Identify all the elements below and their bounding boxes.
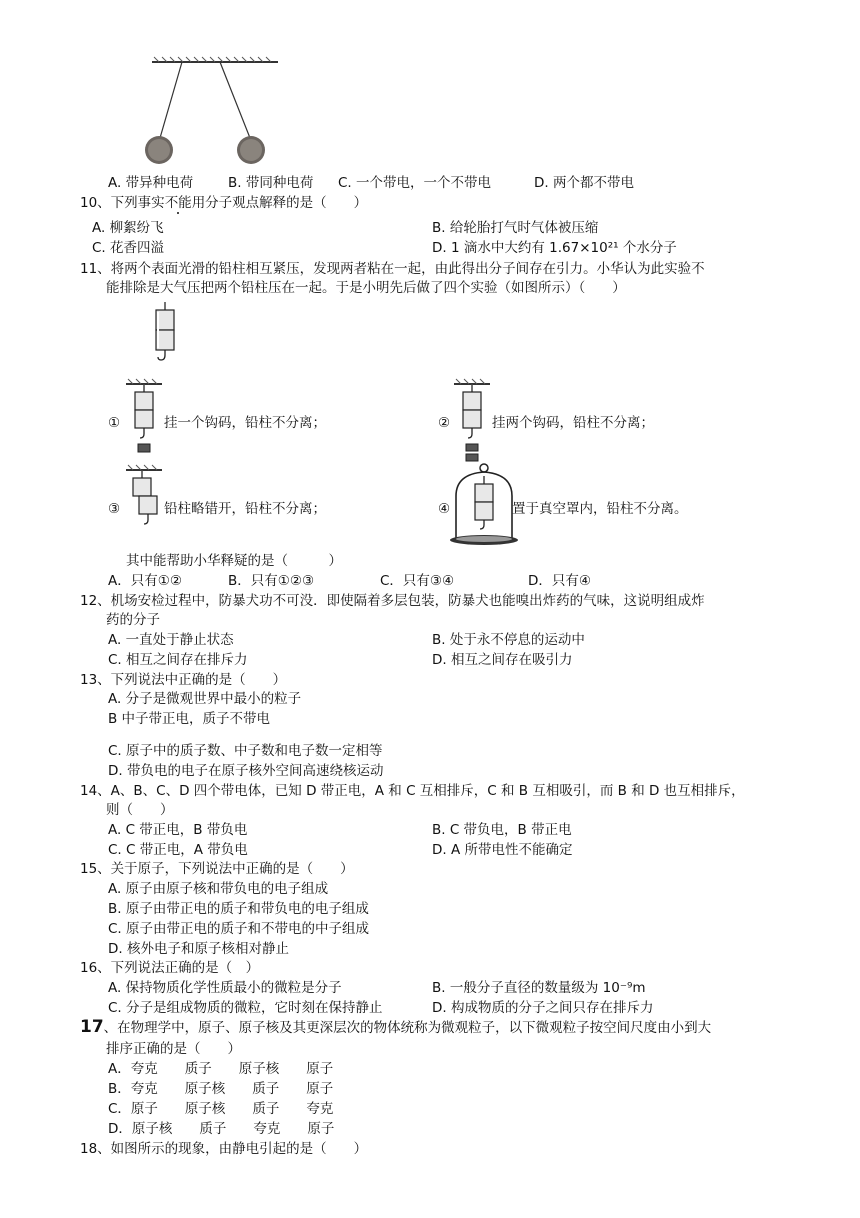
q9-option-c: C. 一个带电，一个不带电 (338, 175, 492, 191)
q9-option-d: D. 两个都不带电 (534, 175, 634, 191)
q11-option-b: B．只有①②③ (228, 573, 315, 589)
q13-option-b: B 中子带正电，质子不带电 (108, 711, 271, 727)
q10-option-c: C. 花香四溢 (92, 240, 165, 256)
q10-option-b: B. 给轮胎打气时气体被压缩 (432, 220, 599, 236)
q16-option-d: D. 构成物质的分子之间只存在排斥力 (432, 1000, 654, 1016)
q10-stem (80, 194, 367, 212)
q11-exp4-number: ④ (438, 501, 451, 517)
q13-option-a: A. 分子是微观世界中最小的粒子 (108, 691, 302, 707)
q15-option-c: C. 原子由带正电的质子和不带电的中子组成 (108, 921, 370, 937)
q11-exp4-text: 置于真空罩内，铅柱不分离。 (512, 501, 688, 517)
q15-stem: 15、关于原子，下列说法中正确的是（ ） (80, 861, 354, 877)
q17-option-d: D．原子核 质子 夸克 原子 (108, 1121, 335, 1137)
q10-option-d: D. 1 滴水中大约有 1.67×10²¹ 个水分子 (432, 240, 677, 256)
q14-option-a: A. C 带正电，B 带负电 (108, 822, 248, 838)
q10-stem-emphasis: 不能 (164, 195, 192, 211)
q10-stem-start: 10、下列事实 (80, 195, 165, 211)
exp2-hanging-weights-figure (452, 378, 492, 468)
q12-option-d: D. 相互之间存在吸引力 (432, 652, 573, 668)
exp3-offset-cylinders-figure (124, 464, 164, 534)
q14-option-b: B. C 带负电，B 带正电 (432, 822, 572, 838)
q14-stem-line1: 14、A、B、C、D 四个带电体，已知 D 带正电，A 和 C 互相排斥，C 和 B 互相吸引，而 B 和 D 也互相排斥， (80, 783, 745, 799)
q15-option-d: D. 核外电子和原子核相对静止 (108, 941, 289, 957)
exp4-vacuum-bell-jar-figure (448, 462, 520, 550)
q11-option-c: C．只有③④ (380, 573, 455, 589)
q9-option-a: A. 带异种电荷 (108, 175, 194, 191)
q12-option-a: A. 一直处于静止状态 (108, 632, 234, 648)
q11-exp2-text: 挂两个钩码，铅柱不分离； (492, 415, 654, 431)
q16-stem: 16、下列说法正确的是（ ） (80, 960, 260, 976)
q17-number: 17 (80, 1017, 104, 1037)
q15-option-b: B. 原子由带正电的质子和带负电的电子组成 (108, 901, 369, 917)
q9-option-b: B. 带同种电荷 (228, 175, 314, 191)
q17-option-a: A．夸克 质子 原子核 原子 (108, 1061, 334, 1077)
exp1-hanging-weight-figure (124, 378, 164, 458)
q11-option-a: A．只有①② (108, 573, 182, 589)
q11-exp1-text: 挂一个钩码，铅柱不分离； (164, 415, 326, 431)
q14-option-c: C. C 带正电，A 带负电 (108, 842, 248, 858)
q11-question: 其中能帮助小华释疑的是（ ） (126, 553, 342, 569)
q11-exp2-number: ② (438, 415, 451, 431)
q14-stem-line2: 则（ ） (106, 802, 174, 818)
q11-exp1-number: ① (108, 415, 121, 431)
q17-stem-text: 、在物理学中，原子、原子核及其更深层次的物体统称为微观粒子，以下微观粒子按空间尺度由小到大 (103, 1020, 712, 1036)
pendulum-balls-figure (140, 56, 280, 168)
lead-cylinders-figure (152, 302, 178, 364)
q10-option-a: A. 柳絮纷飞 (92, 220, 164, 236)
q11-stem-line1: 11、将两个表面光滑的铅柱相互紧压，发现两者粘在一起，由此得出分子间存在引力。小华认为此实验不 (80, 261, 705, 277)
q12-stem-line2: 药的分子 (106, 612, 160, 628)
q11-option-d: D．只有④ (528, 573, 591, 589)
q16-option-c: C. 分子是组成物质的微粒，它时刻在保持静止 (108, 1000, 383, 1016)
q13-option-c: C. 原子中的质子数、中子数和电子数一定相等 (108, 743, 383, 759)
q17-option-c: C．原子 原子核 质子 夸克 (108, 1101, 334, 1117)
q17-stem-line1 (80, 1018, 711, 1037)
q18-stem: 18、如图所示的现象，由静电引起的是（ ） (80, 1141, 368, 1157)
q15-option-a: A. 原子由原子核和带负电的电子组成 (108, 881, 329, 897)
q11-stem-line2: 能排除是大气压把两个铅柱压在一起。于是小明先后做了四个实验（如图所示）（ ） (106, 280, 626, 296)
q10-stem-end: 用分子观点解释的是（ ） (191, 195, 368, 211)
q16-option-a: A. 保持物质化学性质最小的微粒是分子 (108, 980, 342, 996)
q12-option-b: B. 处于永不停息的运动中 (432, 632, 585, 648)
q11-exp3-number: ③ (108, 501, 121, 517)
q13-option-d: D. 带负电的电子在原子核外空间高速绕核运动 (108, 763, 384, 779)
q12-option-c: C. 相互之间存在排斥力 (108, 652, 248, 668)
q12-stem-line1: 12、机场安检过程中，防暴犬功不可没．即使隔着多层包装，防暴犬也能嗅出炸药的气味，这说明组成炸 (80, 593, 705, 609)
q17-stem-line2: 排序正确的是（ ） (106, 1041, 241, 1057)
q11-exp3-text: 铅柱略错开，铅柱不分离； (164, 501, 326, 517)
q14-option-d: D. A 所带电性不能确定 (432, 842, 573, 858)
q17-option-b: B．夸克 原子核 质子 原子 (108, 1081, 334, 1097)
q13-stem: 13、下列说法中正确的是（ ） (80, 672, 287, 688)
q16-option-b: B. 一般分子直径的数量级为 10⁻⁹m (432, 980, 646, 996)
